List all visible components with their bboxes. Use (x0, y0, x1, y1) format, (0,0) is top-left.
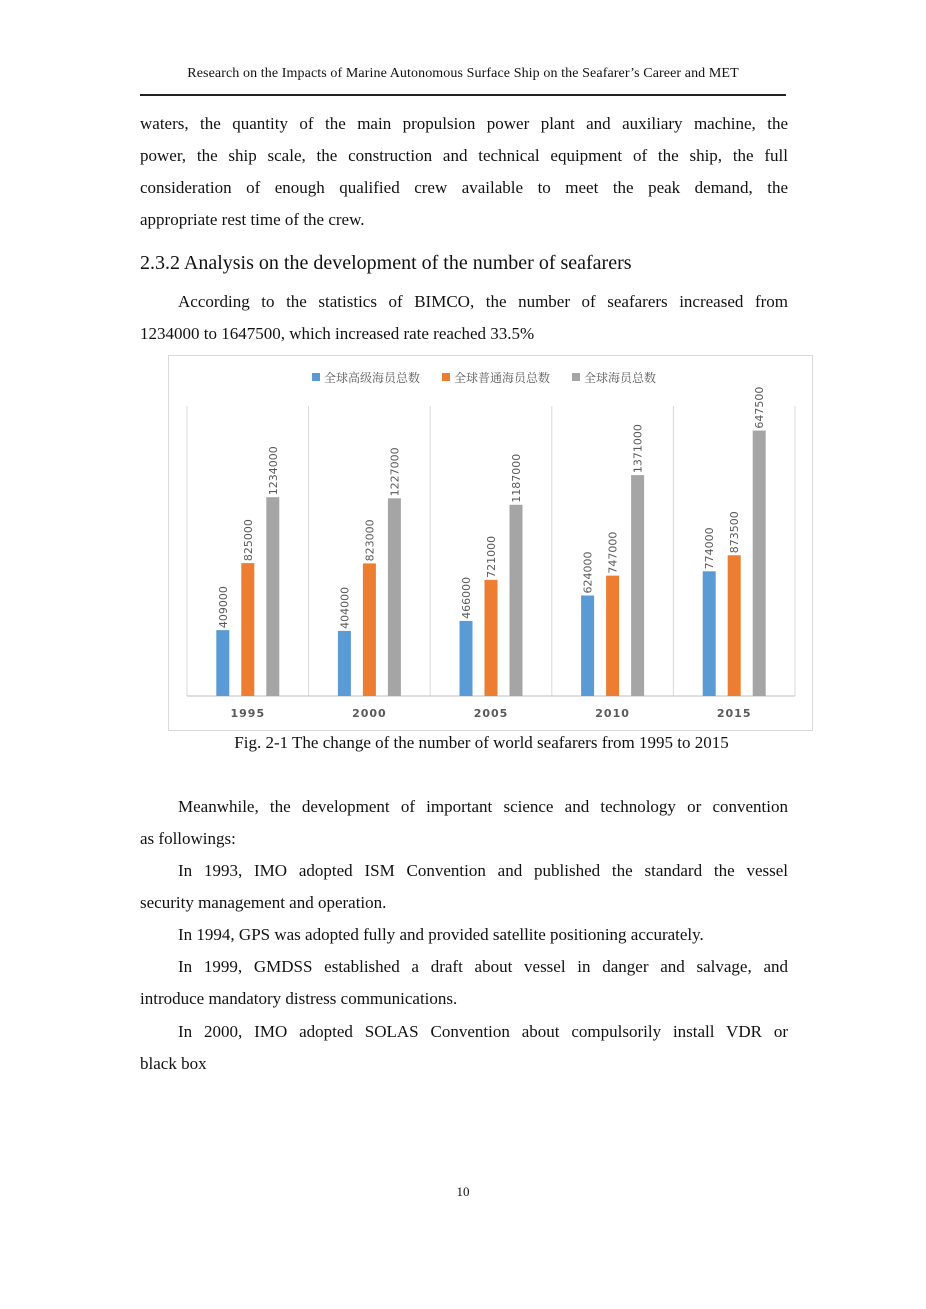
legend-label: 全球高级海员总数 (324, 371, 421, 385)
bar (266, 497, 279, 696)
legend-label: 全球海员总数 (584, 371, 657, 385)
bar (363, 563, 376, 696)
text-line: consideration of enough qualified crew available to meet the peak demand, the (140, 178, 788, 197)
paragraph-developments-intro (140, 791, 788, 855)
data-label: 404000 (338, 586, 352, 629)
running-header: Research on the Impacts of Marine Autonomous Surface Ship on the Seafarer’s Career and MET (187, 66, 739, 81)
x-tick-label: 2000 (352, 707, 387, 720)
bar (606, 576, 619, 696)
data-label: 774000 (703, 527, 717, 570)
text-line: In 1993, IMO adopted ISM Convention and published the standard the vessel (178, 861, 788, 880)
data-label: 409000 (216, 586, 230, 629)
text-line: Meanwhile, the development of important science and technology or convention (178, 797, 788, 816)
bar (510, 505, 523, 696)
page-number: 10 (456, 1184, 470, 1199)
data-label: 747000 (606, 531, 620, 574)
data-label: 466000 (460, 576, 473, 619)
paragraph-bimco-statistics (140, 286, 788, 350)
data-label: 1234000 (266, 446, 280, 496)
data-label: 624000 (581, 551, 595, 594)
text-line: black box (140, 1054, 207, 1073)
data-label: 1371000 (631, 424, 645, 474)
x-tick-label: 1995 (230, 707, 266, 720)
paragraph-1999-gmdss (140, 951, 788, 1015)
bar (631, 475, 644, 696)
legend-swatch (572, 373, 580, 381)
text-line: According to the statistics of BIMCO, the number of seafarers increased from (178, 292, 788, 311)
text-line: 1234000 to 1647500, which increased rate reached 33.5% (140, 324, 535, 343)
text-line: security management and operation. (140, 893, 387, 912)
data-label: 825000 (241, 519, 255, 562)
legend-label: 全球普通海员总数 (454, 371, 551, 385)
bar (388, 498, 401, 696)
data-label: 1227000 (388, 447, 402, 497)
paragraph-2000-solas (140, 1016, 788, 1080)
data-label: 823000 (363, 519, 377, 562)
text-line: waters, the quantity of the main propulsion power plant and auxiliary machine, the (140, 114, 788, 133)
seafarers-bar-chart (168, 355, 813, 731)
bar (485, 580, 498, 696)
paragraph-1994-gps (140, 919, 788, 951)
bar (460, 621, 473, 696)
text-line: as followings: (140, 829, 236, 848)
text-line: In 1999, GMDSS established a draft about vessel in danger and salvage, and (178, 957, 788, 976)
bar (216, 630, 229, 696)
bar (703, 571, 716, 696)
legend-swatch (312, 373, 320, 381)
bar (581, 595, 594, 696)
figure-caption: Fig. 2-1 The change of the number of world seafarers from 1995 to 2015 (234, 733, 729, 752)
x-tick-label: 2010 (595, 707, 630, 720)
header-rule (140, 94, 786, 96)
x-tick-label: 2005 (473, 707, 509, 720)
section-heading: 2.3.2 Analysis on the development of the number of seafarers (140, 252, 632, 274)
paragraph-1993-ism (140, 855, 788, 919)
bar (241, 563, 254, 696)
data-label: 1187000 (510, 453, 523, 503)
text-line: appropriate rest time of the crew. (140, 210, 365, 229)
paragraph-crew-considerations (140, 108, 788, 236)
data-label: 721000 (485, 535, 498, 578)
x-tick-label: 2015 (716, 707, 752, 720)
text-line: introduce mandatory distress communications. (140, 989, 458, 1008)
data-label: 647500 (753, 386, 767, 429)
bar (338, 631, 351, 696)
bar (753, 431, 766, 696)
legend-swatch (442, 373, 450, 381)
chart-canvas (169, 356, 812, 730)
text-line: In 1994, GPS was adopted fully and provided satellite positioning accurately. (178, 925, 704, 944)
text-line: In 2000, IMO adopted SOLAS Convention about compulsorily install VDR or (178, 1022, 788, 1041)
bar (728, 555, 741, 696)
data-label: 873500 (728, 511, 742, 554)
text-line: power, the ship scale, the construction and technical equipment of the ship, the full (140, 146, 788, 165)
